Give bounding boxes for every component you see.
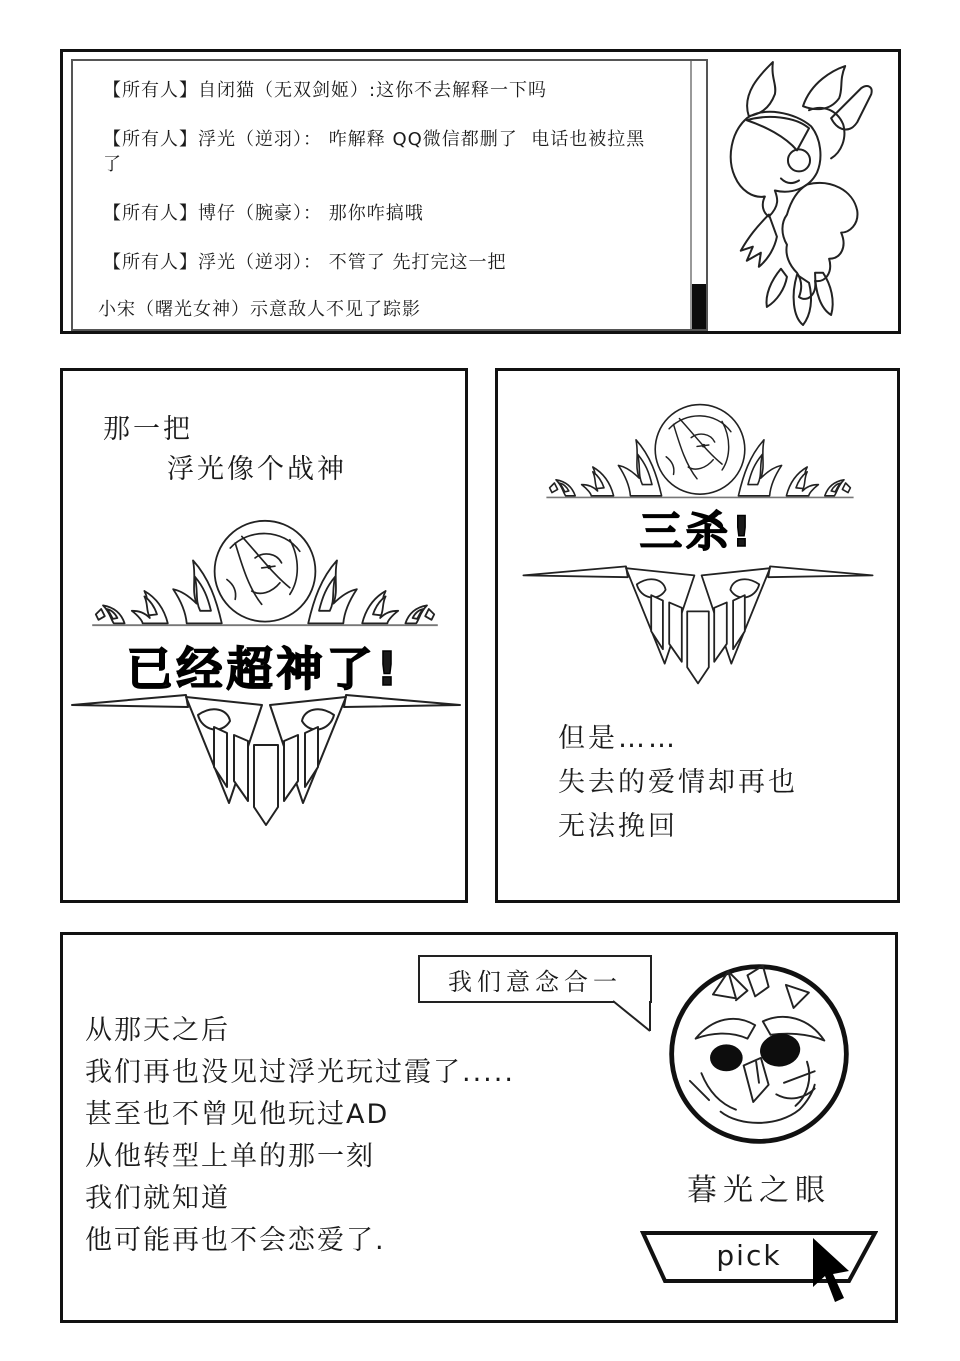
- narration-line: 我们再也没见过浮光玩过霞了.....: [85, 1057, 515, 1088]
- speech-bubble-tail: [612, 1000, 652, 1034]
- cursor-arrow-icon: [810, 1238, 850, 1304]
- epilogue-panel: [60, 932, 898, 1323]
- chat-system-message: 小宋（曙光女神）示意敌人不见了踪影: [98, 299, 421, 320]
- narration-block: [85, 1010, 515, 1262]
- speech-bubble: 我们意念合一: [418, 955, 652, 1003]
- kill-banner-emblem: [85, 510, 445, 645]
- chat-message: 【所有人】博仔（腕豪）： 那你咋搞哦: [103, 202, 424, 224]
- champion-name-label: 暮光之眼: [687, 1173, 831, 1208]
- kill-banner-emblem: [540, 395, 860, 515]
- narration-line: 他可能再也不会恋爱了.: [85, 1225, 386, 1256]
- chat-panel: [60, 49, 901, 334]
- chat-message: 【所有人】浮光（逆羽）： 咋解释 QQ微信都删了 电话也被拉黑了: [103, 129, 646, 175]
- narration-line: 我们就知道: [85, 1183, 230, 1214]
- kill-banner-blade: [518, 561, 878, 687]
- eye-of-twilight-icon: [663, 958, 855, 1150]
- triple-kill-panel: [495, 368, 900, 903]
- banner-text-legendary: 已经超神了!: [126, 642, 402, 696]
- pick-button-label: pick: [716, 1239, 782, 1272]
- chat-message-list: [103, 79, 648, 300]
- legendary-panel: [60, 368, 468, 903]
- kill-banner-blade: [66, 689, 466, 829]
- chat-message: 【所有人】浮光（逆羽）： 不管了 先打完这一把: [103, 252, 507, 274]
- chat-message: 【所有人】自闭猫（无双剑姬）:这你不去解释一下吗: [103, 80, 548, 101]
- chat-scrollbar[interactable]: [690, 61, 706, 329]
- caption-line: 浮光像个战神: [167, 454, 347, 485]
- banner-text-triplekill: 三杀!: [639, 507, 756, 556]
- caption-line: 那一把: [103, 414, 193, 445]
- game-chat-box: [71, 59, 708, 331]
- xayah-chibi-illustration: [710, 54, 892, 327]
- caption-line: 失去的爱情却再也: [558, 767, 798, 798]
- narration-line: 从那天之后: [85, 1015, 230, 1046]
- narration-line: 甚至也不曾见他玩过AD: [85, 1099, 390, 1130]
- narration-line: 从他转型上单的那一刻: [85, 1141, 375, 1172]
- chat-scrollbar-thumb[interactable]: [692, 284, 706, 329]
- caption-line: 但是……: [558, 723, 678, 754]
- caption-line: 无法挽回: [558, 811, 678, 842]
